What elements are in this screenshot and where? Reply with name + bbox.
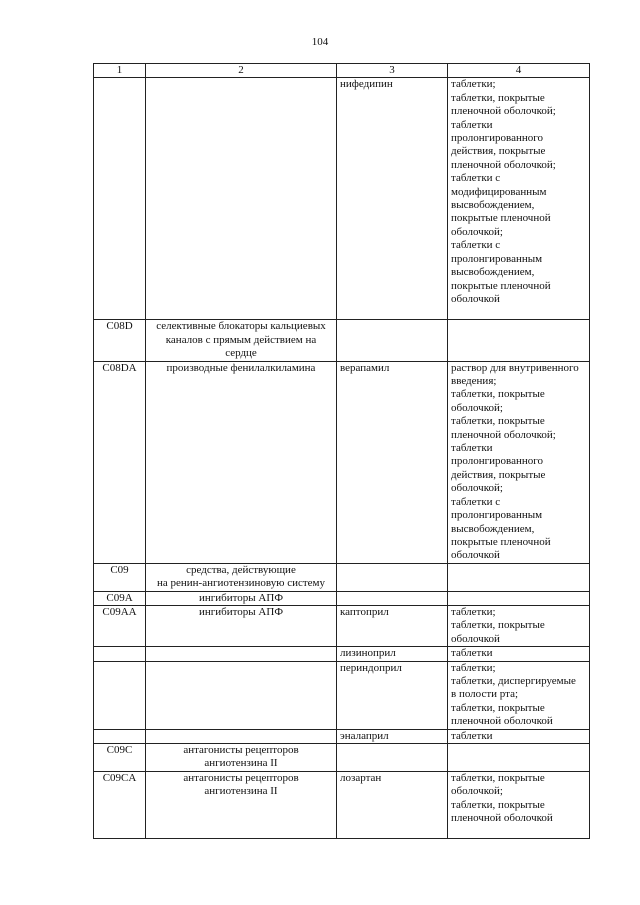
table-header-row	[94, 64, 590, 78]
group-line: ангиотензина II	[204, 757, 278, 770]
dosage-forms-cell	[448, 771, 590, 838]
dosage-form-line: таблетки с	[451, 495, 501, 508]
drug-name-cell	[337, 563, 448, 591]
drug-classification-table	[93, 63, 590, 839]
table-row	[94, 729, 590, 743]
atc-code-cell: C08D	[94, 320, 146, 361]
dosage-form-line: раствор для внутривенного	[451, 361, 579, 374]
group-line: ингибиторы АПФ	[198, 605, 284, 618]
dosage-form-line: таблетки, диспергируемые	[451, 674, 576, 687]
dosage-form-line: высвобождением,	[451, 522, 535, 535]
dosage-form-line: оболочкой;	[451, 482, 503, 495]
dosage-form-line: таблетки;	[451, 661, 496, 674]
header-col-4: 4	[448, 64, 590, 78]
group-cell	[146, 744, 337, 772]
group-line: антагонисты рецепторов	[183, 744, 299, 756]
dosage-form-line: таблетки, покрытые	[451, 91, 545, 104]
dosage-form-line: покрытые пленочной	[451, 535, 551, 548]
dosage-form-line: оболочкой	[451, 632, 500, 645]
dosage-form-line: пролонгированного	[451, 455, 543, 468]
atc-code-cell	[94, 647, 146, 661]
dosage-forms-cell	[448, 78, 590, 320]
dosage-form-line: таблетки	[451, 729, 493, 742]
group-line: на ренин-ангиотензиновую систему	[156, 577, 326, 590]
dosage-forms-cell	[448, 605, 590, 646]
group-cell	[146, 647, 337, 661]
dosage-form-line: таблетки	[451, 647, 493, 660]
dosage-forms-cell	[448, 661, 590, 729]
atc-code-cell: C09AA	[94, 605, 146, 646]
group-line: селективные блокаторы кальциевых	[156, 320, 326, 333]
dosage-forms-cell	[448, 744, 590, 772]
dosage-forms-cell	[448, 647, 590, 661]
drug-name-cell: каптоприл	[337, 605, 448, 646]
drug-name-cell	[337, 744, 448, 772]
dosage-form-line: пленочной оболочкой;	[451, 428, 556, 441]
table-row	[94, 661, 590, 729]
dosage-form-line: оболочкой	[451, 549, 500, 562]
dosage-form-line: пролонгированного	[451, 132, 543, 145]
dosage-form-line: таблетки, покрытые	[451, 388, 545, 401]
group-cell	[146, 591, 337, 605]
drug-name-cell: верапамил	[337, 361, 448, 563]
dosage-form-line: пленочной оболочкой;	[451, 105, 556, 118]
group-line: ангиотензина II	[204, 785, 278, 798]
atc-code-cell: C09A	[94, 591, 146, 605]
dosage-form-line: действия, покрытые	[451, 468, 546, 481]
dosage-form-line: действия, покрытые	[451, 145, 546, 158]
group-line: ингибиторы АПФ	[198, 591, 284, 604]
dosage-form-line: оболочкой;	[451, 225, 503, 238]
dosage-form-line: оболочкой;	[451, 401, 503, 414]
dosage-form-line: пленочной оболочкой	[451, 715, 553, 728]
header-col-2: 2	[146, 64, 337, 78]
drug-name-cell: лозартан	[337, 771, 448, 838]
table-row	[94, 744, 590, 772]
dosage-form-line: модифицированным	[451, 185, 547, 198]
header-col-3: 3	[337, 64, 448, 78]
dosage-form-line: пленочной оболочкой	[451, 812, 553, 825]
table-row	[94, 771, 590, 838]
group-cell	[146, 605, 337, 646]
dosage-form-line: покрытые пленочной	[451, 279, 551, 292]
group-line: сердце	[225, 347, 257, 360]
dosage-form-line: покрытые пленочной	[451, 212, 551, 225]
drug-name-cell: нифедипин	[337, 78, 448, 320]
dosage-form-line: таблетки, покрытые	[451, 701, 545, 714]
group-cell	[146, 661, 337, 729]
atc-code-cell: C09	[94, 563, 146, 591]
group-cell	[146, 563, 337, 591]
dosage-form-line: таблетки с	[451, 239, 501, 252]
drug-name-cell: лизиноприл	[337, 647, 448, 661]
table-row	[94, 78, 590, 320]
table-row	[94, 591, 590, 605]
group-cell	[146, 771, 337, 838]
group-cell	[146, 361, 337, 563]
drug-name-cell	[337, 320, 448, 361]
dosage-form-line: оболочкой;	[451, 785, 503, 798]
dosage-form-line: пролонгированным	[451, 509, 543, 522]
atc-code-cell: C09C	[94, 744, 146, 772]
table-row	[94, 647, 590, 661]
atc-code-cell: C09CA	[94, 771, 146, 838]
header-col-1: 1	[94, 64, 146, 78]
dosage-forms-cell	[448, 729, 590, 743]
group-line: каналов с прямым действием на	[165, 333, 317, 346]
group-line: антагонисты рецепторов	[183, 771, 299, 784]
dosage-forms-cell	[448, 563, 590, 591]
dosage-form-line: таблетки	[451, 442, 493, 455]
table-body	[94, 78, 590, 838]
drug-name-cell: эналаприл	[337, 729, 448, 743]
dosage-forms-cell	[448, 320, 590, 361]
dosage-form-line: таблетки;	[451, 78, 496, 91]
atc-code-cell	[94, 661, 146, 729]
dosage-form-line: высвобождением,	[451, 266, 535, 279]
dosage-form-line: пленочной оболочкой;	[451, 158, 556, 171]
dosage-form-line: пролонгированным	[451, 252, 543, 265]
group-cell	[146, 320, 337, 361]
table-row	[94, 361, 590, 563]
table-row	[94, 320, 590, 361]
dosage-form-line: таблетки, покрытые	[451, 798, 545, 811]
dosage-form-line: введения;	[451, 375, 497, 388]
group-cell	[146, 729, 337, 743]
group-cell	[146, 78, 337, 320]
dosage-forms-cell	[448, 591, 590, 605]
drug-name-cell: периндоприл	[337, 661, 448, 729]
group-line: средства, действующие	[186, 563, 296, 576]
dosage-form-line: таблетки, покрытые	[451, 619, 545, 632]
dosage-forms-cell	[448, 361, 590, 563]
dosage-form-line: таблетки с	[451, 172, 501, 185]
dosage-form-line: в полости рта;	[451, 688, 519, 701]
dosage-form-line: таблетки, покрытые	[451, 415, 545, 428]
dosage-form-line: таблетки;	[451, 605, 496, 618]
page-number: 104	[311, 36, 329, 48]
table-row	[94, 605, 590, 646]
dosage-form-line: оболочкой	[451, 292, 500, 305]
dosage-form-line: высвобождением,	[451, 199, 535, 212]
dosage-form-line: таблетки	[451, 118, 493, 131]
table-row	[94, 563, 590, 591]
atc-code-cell: C08DA	[94, 361, 146, 563]
atc-code-cell	[94, 729, 146, 743]
dosage-form-line: таблетки, покрытые	[451, 771, 545, 784]
drug-name-cell	[337, 591, 448, 605]
group-line: производные фенилалкиламина	[166, 361, 316, 374]
atc-code-cell	[94, 78, 146, 320]
